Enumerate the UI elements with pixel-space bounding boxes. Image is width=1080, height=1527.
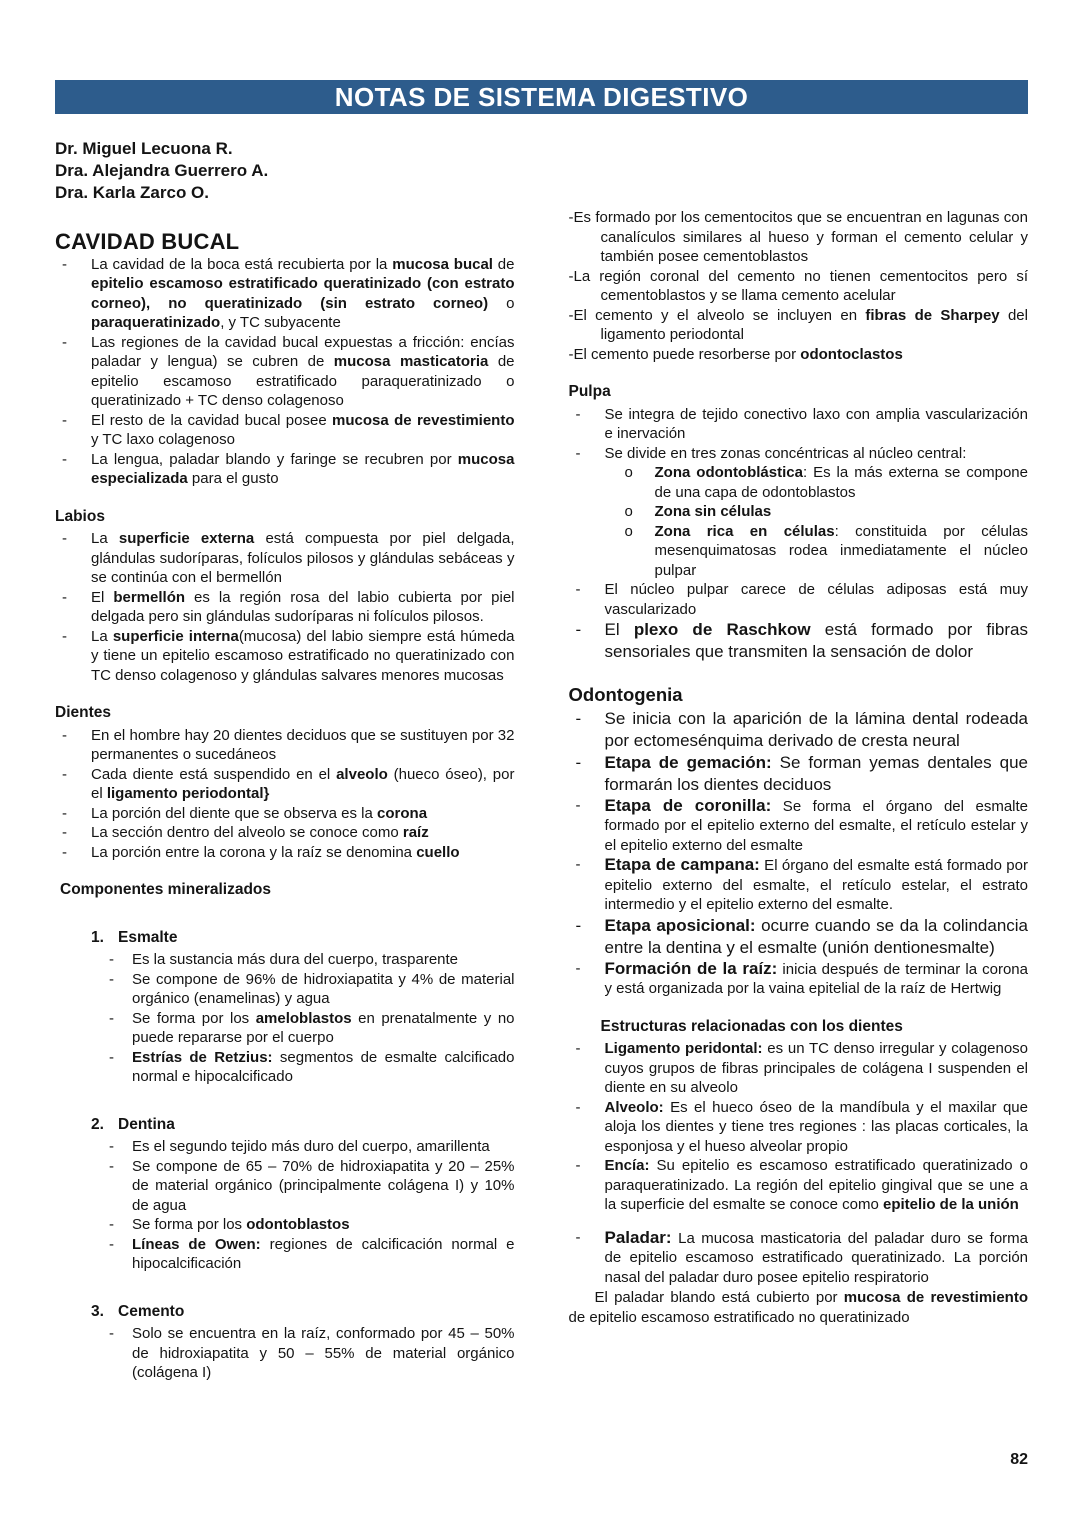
bullet-marker: - (109, 1235, 114, 1253)
bullet-item (55, 823, 515, 843)
bullet-text (91, 628, 515, 684)
bullet-item (569, 1228, 1029, 1288)
bullet-marker: o (624, 464, 633, 481)
bullet-text (605, 1099, 1029, 1155)
bullet-item (105, 950, 515, 970)
bullet-marker: - (575, 1157, 581, 1174)
text-run: El (91, 588, 114, 606)
bullet-list (569, 405, 1029, 664)
text-run: El órgano del esmalte está formado por epitelio externo del esmalte, el retículo estelar, el estrato intermedio y el epitelio externo del esmalte. (604, 857, 1028, 913)
text-run: y TC laxo colagenoso (91, 431, 235, 448)
bullet-text (91, 589, 515, 626)
page-title: NOTAS DE SISTEMA DIGESTIVO (334, 81, 749, 112)
bullet-item (105, 1009, 515, 1048)
text-run: El cemento puede resorberse por (573, 345, 801, 363)
bullet-item (105, 1324, 515, 1383)
text-run: , y TC subyacente (220, 314, 341, 331)
text-run: Se compone de 96% de hidroxiapatita y 4% de material orgánico (enamelinas) y agua (132, 970, 515, 1007)
bullet-text (604, 1227, 1029, 1286)
bullet-item (569, 619, 1029, 663)
bullet-marker: - (568, 209, 574, 226)
bullet-marker: - (109, 1138, 114, 1155)
text-run: ocurre cuando se da la colindancia entre la dentina y el esmalte (unión dentionesmalte) (604, 915, 1029, 957)
bullet-item (105, 1048, 515, 1087)
bold-text: mucosa especializada (91, 450, 515, 487)
bullet-item (55, 529, 515, 588)
bullet-item (569, 796, 1029, 856)
bullet-marker: - (575, 752, 582, 772)
text-run: (mucosa) del labio siempre está húmeda y tiene un epitelio escamoso estratificado no queratinizado con TC denso colagenoso y glándulas salvares menores mucosas (91, 627, 515, 684)
right-column (569, 208, 1029, 1383)
bullet-list (55, 529, 515, 685)
bullet-text (132, 1325, 515, 1381)
text-run: Cada diente está suspendido en el (91, 765, 337, 783)
bold-text: odontoclastos (800, 345, 903, 363)
bullet-item (105, 1215, 515, 1235)
text-run: El (604, 620, 634, 639)
text-run: de epitelio escamoso estratificado paraqueratinizado o queratinizado + TC denso colagenoso (91, 353, 515, 409)
bullet-text (574, 268, 1029, 305)
bold-text: Ligamento peridontal: (604, 1040, 763, 1057)
bullet-item (55, 450, 515, 489)
text-run: Es formado por los cementocitos que se encuentran en lagunas con canalículos similares al hueso y forman el cemento celular y también posee cementoblastos (573, 209, 1028, 265)
bold-text: Encía: (604, 1157, 650, 1174)
bullet-text (132, 1236, 515, 1273)
authors-block (55, 138, 1028, 204)
bullet-text (574, 209, 1029, 265)
bullet-marker: - (109, 1009, 114, 1027)
heading-text: Cemento (118, 1302, 185, 1320)
bullet-item (610, 463, 1029, 502)
list-number: 1. (91, 928, 104, 946)
bullet-item (569, 855, 1029, 915)
bullet-marker: - (575, 1098, 581, 1116)
bullet-text (132, 1158, 515, 1214)
bullet-marker: - (62, 627, 67, 645)
text-run: Se inicia con la aparición de la lámina dental rodeada por ectomesénquima derivado de cresta neural (604, 708, 1028, 750)
section-heading: Dientes (55, 704, 111, 721)
bullet-item (105, 970, 515, 1009)
bullet-marker: - (62, 588, 67, 606)
text-run: Se forma por los (132, 1216, 247, 1233)
bullet-text (605, 406, 1029, 443)
text-run: Se compone de 65 – 70% de hidroxiapatita y 20 – 25% de material orgánico (principalmente colágena I) y 10% de agua (132, 1157, 515, 1214)
bullet-text (132, 951, 458, 968)
bullet-text (91, 451, 515, 488)
heading-text: Esmalte (118, 928, 178, 946)
bold-text: epitelio escamoso estratificado queratinizado (con estrato corneo), no queratinizado (sin estrato corneo) (91, 275, 515, 312)
bold-text: bermellón (113, 588, 186, 606)
bullet-item (569, 580, 1029, 619)
text-run: o (488, 294, 515, 312)
text-run: Es el segundo tejido más duro del cuerpo, amarillenta (132, 1138, 490, 1155)
text-run: de (492, 255, 515, 273)
bullet-text (655, 464, 1029, 501)
bullet-list (55, 726, 515, 863)
text-run: El núcleo pulpar carece de células adiposas está muy vascularizado (604, 581, 1028, 618)
text-run: La mucosa masticatoria del paladar duro se forma de epitelio escamoso estratificado queratinizado. La porción nasal del paladar duro posee epitelio respiratorio (604, 1229, 1028, 1286)
author-line: Dra. Alejandra Guerrero A. (55, 161, 269, 180)
bullet-marker: - (109, 951, 114, 968)
bullet-marker: - (62, 255, 67, 273)
bullet-text (132, 1216, 350, 1233)
text-run: Es la sustancia más dura del cuerpo, trasparente (132, 951, 459, 968)
text-run: (hueco óseo), por el (91, 765, 515, 802)
text-run: está compuesta por piel delgada, glándulas sudoríparas, folículos pilosos y glándulas sebáceas y se continúa con el bermellón (91, 530, 515, 586)
text-run: La lengua, paladar blando y faringe se recubren por (91, 450, 458, 468)
bullet-text (91, 727, 515, 764)
bullet-marker: - (62, 804, 67, 822)
bold-text: mucosa de revestimiento (332, 411, 515, 429)
bullet-marker: - (575, 1040, 581, 1057)
bullet-item (569, 345, 1029, 365)
text-run: Es el hueco óseo de la mandíbula y el maxilar que aloja los dientes y tiene tres regiones : las placas corticales, la esponjosa y el hueso alveolar propio (604, 1098, 1028, 1155)
bold-text: cuello (416, 843, 460, 861)
bullet-text (91, 766, 514, 803)
bold-text: plexo de Raschkow (633, 620, 811, 639)
bullet-item (105, 1235, 515, 1274)
bullet-marker: o (624, 522, 633, 540)
bullet-text (91, 824, 429, 841)
bullet-item (105, 1157, 515, 1216)
bullet-marker: - (568, 345, 574, 363)
bullet-marker: - (575, 915, 582, 935)
numbered-heading (91, 928, 515, 948)
bullet-marker: - (62, 530, 67, 547)
bullet-item (569, 1098, 1029, 1157)
text-run: del ligamento periodontal (600, 306, 1028, 343)
bullet-text (605, 445, 967, 462)
bullet-text (574, 307, 1029, 344)
bullet-item (55, 588, 515, 627)
bullet-marker: - (62, 843, 67, 861)
text-run: está formado por fibras sensoriales que transmiten la sensación de dolor (604, 620, 1029, 661)
bullet-item (569, 405, 1029, 444)
bold-text: Etapa de campana: (604, 855, 760, 874)
bullet-item (569, 752, 1029, 796)
bullet-text (655, 523, 1029, 579)
bullet-list (569, 1039, 1029, 1287)
list-number: 2. (91, 1115, 104, 1133)
bullet-text (605, 753, 1029, 794)
text-run: de epitelio escamoso estratificado no queratinizado (568, 1308, 910, 1326)
bullet-marker: - (575, 856, 581, 873)
bullet-item (55, 843, 515, 863)
bold-text: Etapa aposicional: (604, 915, 756, 935)
bullet-item (610, 522, 1029, 581)
bullet-text (91, 844, 460, 861)
bullet-list (55, 255, 515, 489)
bullet-marker: - (575, 444, 581, 462)
bold-text: paraqueratinizado (91, 314, 221, 331)
section-heading: Odontogenia (568, 684, 683, 705)
text-run: Se forma el órgano del esmalte formado por el epitelio externo del esmalte, el retículo estelar y el epitelio externo del esmalte (604, 797, 1028, 854)
bold-text: Paladar: (604, 1227, 672, 1247)
bullet-marker: - (575, 405, 581, 423)
bullet-text (605, 709, 1029, 750)
bullet-marker: o (624, 503, 633, 520)
bullet-marker: - (62, 765, 67, 783)
bullet-item (569, 1156, 1029, 1215)
two-column-layout (55, 208, 1028, 1383)
bullet-marker: - (575, 620, 582, 639)
bullet-item (55, 627, 515, 686)
text-run: inicia después de terminar la corona y está organizada por la vaina epitelial de la raíz de Hertwig (604, 960, 1028, 997)
section-heading: Labios (55, 507, 105, 525)
text-run: La cavidad de la boca está recubierta por la (91, 255, 393, 273)
section-heading: Estructuras relacionadas con los dientes (600, 1017, 903, 1035)
bullet-text (574, 346, 903, 363)
text-run: La región coronal del cemento no tienen cementocitos pero sí cementoblastos y se llama cemento acelular (573, 267, 1028, 304)
bullet-item (569, 915, 1029, 959)
bullet-text (132, 971, 515, 1008)
text-run: : Es la más externa se compone de una capa de odontoblastos (654, 464, 1028, 501)
text-run: La porción entre la corona y la raíz se denomina (91, 843, 417, 861)
paragraph (569, 1288, 1029, 1327)
bullet-marker: - (62, 824, 67, 841)
text-run: El paladar blando está cubierto por (594, 1289, 844, 1306)
bullet-item (610, 502, 1029, 522)
text-run: La (91, 530, 119, 547)
section-heading: Pulpa (568, 383, 611, 400)
bold-text: mucosa masticatoria (333, 353, 489, 370)
bullet-marker: - (575, 1228, 581, 1246)
bullet-marker: - (109, 1157, 114, 1175)
bullet-list (569, 208, 1029, 364)
bullet-marker: - (109, 1048, 114, 1066)
bold-text: superficie externa (118, 530, 255, 547)
bullet-marker: - (109, 1216, 114, 1233)
bullet-text (132, 1010, 515, 1047)
bold-text: mucosa bucal (392, 255, 493, 273)
bullet-item (55, 411, 515, 450)
bullet-text (132, 1138, 490, 1155)
bullet-text (91, 412, 515, 449)
text-run: es la región rosa del labio cubierta por piel delgada pero sin glándulas sudoríparas ni folículos pilosos. (91, 588, 515, 625)
bullet-marker: - (575, 708, 582, 728)
text-run: El resto de la cavidad bucal posee (91, 411, 333, 429)
heading-text: Dentina (118, 1115, 175, 1133)
bold-text: odontoblastos (246, 1216, 350, 1233)
bullet-marker: - (575, 581, 581, 598)
bold-text: Estrías de Retzius: (132, 1048, 273, 1066)
bullet-item (569, 267, 1029, 306)
bold-text: raíz (402, 824, 429, 841)
bold-text: ameloblastos (255, 1009, 352, 1027)
text-run: La sección dentro del alveolo se conoce como (91, 824, 403, 841)
text-run: La (91, 627, 113, 645)
page-number: 82 (1010, 1451, 1028, 1468)
bold-text: alveolo (336, 765, 388, 783)
bullet-text (91, 334, 515, 410)
author-line: Dra. Karla Zarco O. (55, 183, 210, 202)
text-run: Solo se encuentra en la raíz, conformado por 45 – 50% de hidroxiapatita y 50 – 55% de material orgánico (colágena I) (132, 1325, 515, 1381)
bullet-list (105, 1137, 515, 1274)
bullet-text (605, 857, 1029, 913)
list-number: 3. (91, 1302, 104, 1320)
text-run: El cemento y el alveolo se incluyen en (573, 306, 866, 324)
bullet-item (569, 959, 1029, 999)
text-run: Las regiones de la cavidad bucal expuestas a fricción: encías paladar y lengua) se cubren de (91, 333, 515, 370)
bullet-item (569, 444, 1029, 464)
bullet-text (604, 958, 1029, 998)
bold-text: Zona odontoblástica (654, 464, 803, 481)
text-run: Se forman yemas dentales que formarán los dientes deciduos (604, 752, 1028, 794)
numbered-heading (91, 1302, 515, 1322)
section-heading: Componentes mineralizados (60, 881, 272, 898)
author-line: Dr. Miguel Lecuona R. (55, 139, 233, 158)
bullet-text (91, 805, 427, 822)
text-run: segmentos de esmalte calcificado normal e hipocalcificado (132, 1048, 515, 1085)
bold-text: ligamento periodontal} (106, 785, 270, 802)
bullet-marker: - (568, 267, 574, 285)
bold-text: Etapa de gemación: (604, 752, 772, 772)
bullet-text (605, 916, 1029, 957)
text-run: para el gusto (187, 470, 279, 487)
bullet-marker: - (109, 970, 114, 988)
bullet-marker: - (62, 333, 67, 351)
bold-text: Alveolo: (604, 1098, 664, 1116)
bold-text: mucosa de revestimiento (843, 1289, 1028, 1306)
bold-text: superficie interna (112, 627, 239, 645)
bold-text: fibras de Sharpey (865, 306, 1000, 324)
bullet-text (605, 581, 1029, 618)
bullet-item (55, 333, 515, 411)
bold-text: epitelio de la unión (882, 1196, 1019, 1213)
text-run: Se forma por los (132, 1009, 256, 1027)
text-run: En el hombre hay 20 dientes deciduos que se sustituyen por 32 permanentes o sucedáneos (91, 726, 515, 763)
bullet-item (55, 804, 515, 824)
bold-text: Zona rica en células (654, 522, 835, 540)
bullet-list (105, 1324, 515, 1383)
bold-text: Líneas de Owen: (132, 1235, 261, 1253)
numbered-heading (91, 1115, 515, 1135)
text-run: Su epitelio es escamoso estratificado queratinizado o paraqueratinizado. La región del epitelio gingival que se une a la superficie del esmalte se conoce como (604, 1157, 1028, 1213)
left-column (55, 208, 515, 1383)
text-run: es un TC denso irregular y colagenoso cuyos grupos de fibras principales de colágena I suspenden el diente en su alveolo (604, 1040, 1028, 1096)
bullet-item (569, 306, 1029, 345)
bold-text: Zona sin células (654, 503, 772, 520)
bullet-list (569, 708, 1029, 999)
bullet-item (569, 1039, 1029, 1098)
bullet-marker: - (568, 306, 574, 324)
bullet-item (569, 708, 1029, 752)
section-heading: CAVIDAD BUCAL (55, 229, 240, 254)
bullet-item (55, 726, 515, 765)
bold-text: Formación de la raíz: (604, 958, 778, 978)
bullet-marker: - (62, 450, 67, 468)
bullet-item (105, 1137, 515, 1157)
bullet-text (132, 1049, 515, 1086)
bullet-item (55, 765, 515, 804)
bold-text: corona (377, 804, 428, 822)
text-run: : constituida por células mesenquimatosas rodea inmediatamente el núcleo pulpar (654, 522, 1028, 579)
bullet-marker: - (109, 1325, 114, 1342)
text-run: Se integra de tejido conectivo laxo con amplia vascularización e inervación (604, 405, 1028, 442)
bullet-text (605, 1157, 1029, 1213)
bullet-marker: - (575, 796, 581, 814)
title-banner (55, 80, 1028, 114)
bullet-item (569, 208, 1029, 267)
bullet-text (655, 503, 772, 520)
bullet-text (91, 530, 515, 586)
text-run: regiones de calcificación normal e hipocalcificación (132, 1235, 515, 1272)
text-run: en prenatalmente y no puede repararse por el cuerpo (132, 1009, 515, 1046)
bullet-marker: - (62, 411, 67, 429)
bold-text: Etapa de coronilla: (604, 795, 772, 815)
text-run: Se divide en tres zonas concéntricas al núcleo central: (604, 444, 967, 462)
bullet-marker: - (62, 726, 67, 744)
bullet-marker: - (575, 959, 581, 977)
bullet-text (91, 256, 515, 332)
bullet-text (605, 620, 1029, 661)
bullet-list (105, 950, 515, 1087)
bullet-text (605, 1040, 1029, 1096)
text-run: La porción del diente que se observa es la (91, 804, 378, 822)
bullet-item (55, 255, 515, 333)
bullet-text (604, 795, 1029, 854)
